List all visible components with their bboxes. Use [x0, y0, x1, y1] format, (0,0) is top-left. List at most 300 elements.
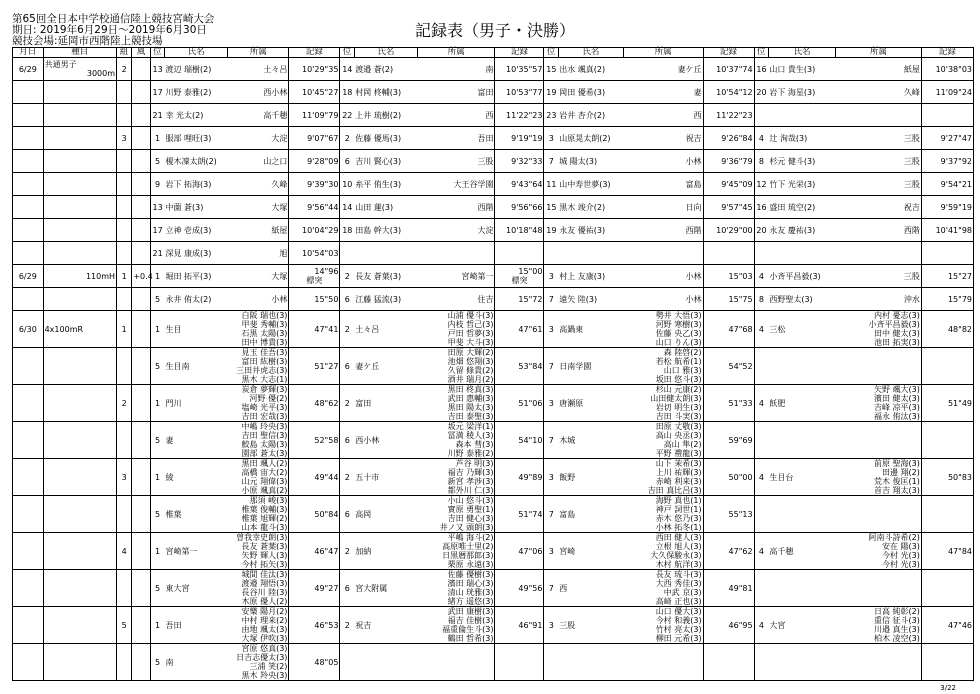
athlete-team: 宮崎第一 [417, 265, 495, 288]
wind-cell [132, 219, 150, 242]
relay-member: 日高 純彰(2) [873, 607, 920, 616]
athlete-name: 永友 慶祐(3) [768, 219, 835, 242]
record-time: 14"96 [314, 267, 339, 276]
results-table [12, 47, 974, 681]
date-cell [13, 607, 44, 644]
date-cell [13, 196, 44, 219]
record-cell [289, 58, 340, 81]
rank-cell: 3 [544, 265, 558, 288]
event-cell [43, 196, 116, 219]
record-cell [921, 265, 973, 288]
record-time: 10'38"03 [935, 64, 972, 74]
event-cell [43, 607, 116, 644]
relay-member: 勢井 大悟(3) [655, 311, 702, 320]
event-cell [43, 496, 116, 533]
relay-team: 三股 [558, 607, 623, 644]
date-cell [13, 533, 44, 570]
relay-members [836, 570, 922, 607]
athlete-team: 妻ケ丘 [624, 58, 704, 81]
relay-team [768, 422, 835, 459]
rank-cell: 15 [544, 196, 558, 219]
rank-cell: 10 [340, 173, 354, 196]
record-cell: 52"58 [289, 422, 340, 459]
column-header: 所属 [417, 48, 495, 58]
record-time: 11'09"79 [302, 110, 339, 120]
relay-member: 高原唯士里(2) [442, 542, 494, 551]
relay-member: 園部 蒼太(3) [241, 449, 288, 458]
relay-member: 福永 侑汰(3) [873, 412, 920, 421]
table-row [13, 173, 974, 196]
record-cell [495, 242, 544, 265]
record-time: 9'19"19 [511, 133, 543, 143]
relay-member: 岩切 明生(3) [655, 403, 702, 412]
relay-member: 小林 拓冬(1) [655, 523, 702, 532]
record-cell [495, 265, 544, 288]
rank-cell: 4 [754, 607, 768, 644]
rank-cell [544, 242, 558, 265]
relay-member: 森 陸啓(2) [663, 348, 702, 357]
relay-member: 曽我幸史朗(3) [236, 533, 288, 542]
heat-cell: 3 [117, 459, 132, 496]
record-cell [289, 150, 340, 173]
relay-member: 塩崎 光平(3) [241, 403, 288, 412]
relay-member: 若松 航希(1) [655, 357, 702, 366]
athlete-name: 村岡 柊輔(3) [354, 81, 417, 104]
relay-members [836, 348, 922, 385]
relay-member: 河野 寒樹(3) [655, 320, 702, 329]
record-cell [289, 127, 340, 150]
record-cell: 51"27 [289, 348, 340, 385]
table-row [13, 422, 974, 459]
event-cell [43, 127, 116, 150]
rank-cell: 1 [150, 385, 164, 422]
record-time: 15"00 [518, 267, 543, 276]
record-cell [495, 644, 544, 681]
wind-cell [132, 127, 150, 150]
record-cell [703, 644, 754, 681]
heat-cell [117, 81, 132, 104]
athlete-team: 久峰 [228, 173, 289, 196]
relay-member: 井ノ又 頭朗(3) [439, 523, 494, 532]
relay-member: 高山 隼(2) [663, 440, 702, 449]
record-time: 10'54"03 [302, 248, 339, 258]
rank-cell: 19 [544, 81, 558, 104]
record-cell [495, 150, 544, 173]
athlete-name: 榎木凜太朗(2) [164, 150, 227, 173]
relay-member: 長友 琉斗(3) [655, 570, 702, 579]
relay-members [228, 496, 289, 533]
rank-cell: 6 [340, 150, 354, 173]
relay-member: 武田 康樹(3) [447, 607, 494, 616]
relay-member: 柳田 元希(3) [655, 634, 702, 643]
relay-members [228, 459, 289, 496]
rank-cell: 7 [544, 288, 558, 311]
date-cell [13, 496, 44, 533]
record-cell [921, 150, 973, 173]
rank-cell: 16 [754, 196, 768, 219]
wind-cell [132, 196, 150, 219]
wind-cell [132, 607, 150, 644]
record-cell: 48"62 [289, 385, 340, 422]
wind-cell [132, 150, 150, 173]
rank-cell [340, 242, 354, 265]
event-cell [43, 219, 116, 242]
rank-cell: 4 [754, 459, 768, 496]
athlete-team: 西 [417, 104, 495, 127]
athlete-name: 山田 蓮(3) [354, 196, 417, 219]
column-header: 記録 [495, 48, 544, 58]
relay-member: 安樂 陽月(2) [241, 607, 288, 616]
relay-member: 山田健太朗(3) [650, 394, 702, 403]
relay-member: 吉田 聖信(3) [241, 431, 288, 440]
column-header: 所属 [624, 48, 704, 58]
relay-team: 西小林 [354, 422, 417, 459]
rank-cell: 22 [340, 104, 354, 127]
rank-cell: 14 [340, 58, 354, 81]
table-row [13, 644, 974, 681]
record-cell: 55"13 [703, 496, 754, 533]
record-cell: 46"91 [495, 607, 544, 644]
date-cell: 6/29 [13, 58, 44, 81]
rank-cell: 18 [340, 219, 354, 242]
record-cell [289, 265, 340, 288]
relay-team [768, 644, 835, 681]
relay-team: 祝吉 [354, 607, 417, 644]
athlete-name: 小斉平昌毅(3) [768, 265, 835, 288]
relay-members [624, 459, 704, 496]
column-header: 氏名 [354, 48, 417, 58]
rank-cell: 9 [150, 173, 164, 196]
column-header: 組 [117, 48, 132, 58]
relay-member: 小原 颯真(2) [241, 486, 288, 495]
athlete-name: 田島 幹大(3) [354, 219, 417, 242]
relay-member: 日吉志優太(3) [236, 653, 288, 662]
athlete-team: 吾田 [417, 127, 495, 150]
relay-member: 炭倉 夢輝(3) [241, 385, 288, 394]
page-title: 記録表（男子・決勝） [415, 21, 576, 40]
relay-team: 唐瀬原 [558, 385, 623, 422]
relay-member: 大西 秀佳(3) [655, 579, 702, 588]
record-cell: 49"27 [289, 570, 340, 607]
event-cell [43, 533, 116, 570]
relay-members [417, 385, 495, 422]
athlete-team: 小林 [624, 150, 704, 173]
rank-cell [754, 570, 768, 607]
column-header: 種目 [43, 48, 116, 58]
athlete-team: 久峰 [836, 81, 922, 104]
event-cell [43, 81, 116, 104]
record-cell [703, 81, 754, 104]
relay-member: 海野 真也(1) [655, 496, 702, 505]
rank-cell: 5 [150, 150, 164, 173]
record-cell: 54"52 [703, 348, 754, 385]
heat-cell [117, 104, 132, 127]
relay-member: 長友 蒼葉(3) [241, 542, 288, 551]
athlete-team: 小林 [624, 288, 704, 311]
rank-cell: 16 [754, 58, 768, 81]
record-cell: 49"56 [495, 570, 544, 607]
rank-cell [754, 348, 768, 385]
date-cell [13, 104, 44, 127]
athlete-name: 西野聖太(3) [768, 288, 835, 311]
record-time: 11'22"23 [716, 110, 753, 120]
relay-member: 上川 祐輝(3) [655, 468, 702, 477]
column-header: 位 [150, 48, 164, 58]
athlete-name: 堀田 拓平(3) [164, 265, 227, 288]
record-cell [921, 644, 973, 681]
athlete-team: 西階 [836, 219, 922, 242]
athlete-name: 辻 洵哉(3) [768, 127, 835, 150]
athlete-name: 長友 蒼葉(3) [354, 265, 417, 288]
relay-member: 小斉平昌毅(3) [868, 320, 920, 329]
athlete-name: 永井 侑太(2) [164, 288, 227, 311]
rank-cell: 5 [150, 288, 164, 311]
athlete-team: 西小林 [228, 81, 289, 104]
column-header: 位 [340, 48, 354, 58]
relay-member: 三浦 笑(2) [249, 662, 288, 671]
heat-cell [117, 242, 132, 265]
relay-member: 石黒 太陽(3) [241, 329, 288, 338]
date-cell [13, 127, 44, 150]
record-time: 9'28"09 [307, 156, 339, 166]
wind-cell [132, 242, 150, 265]
rank-cell: 1 [150, 533, 164, 570]
athlete-team: 三股 [836, 150, 922, 173]
record-cell: 51"06 [495, 385, 544, 422]
heat-cell: 4 [117, 533, 132, 570]
athlete-team [836, 242, 922, 265]
relay-member: 久留 條貴(2) [447, 366, 494, 375]
relay-members [836, 496, 922, 533]
table-row [13, 570, 974, 607]
relay-member: 栗原 永遠(3) [447, 560, 494, 569]
table-row [13, 127, 974, 150]
record-time: 11'22"23 [506, 110, 543, 120]
column-header: 氏名 [768, 48, 835, 58]
relay-member: 小山 悠斗(3) [447, 496, 494, 505]
relay-members [417, 533, 495, 570]
record-time: 15"27 [947, 271, 972, 281]
rank-cell: 1 [150, 311, 164, 348]
rank-cell: 2 [340, 127, 354, 150]
table-row [13, 607, 974, 644]
rank-cell: 4 [754, 127, 768, 150]
relay-member: 由地 颯太(3) [241, 625, 288, 634]
record-cell [289, 242, 340, 265]
record-time: 10'35"57 [506, 64, 543, 74]
relay-member: 重信 征斗(3) [873, 616, 920, 625]
relay-member: 濱田 健太(3) [873, 394, 920, 403]
rank-cell: 2 [340, 459, 354, 496]
wind-cell [132, 533, 150, 570]
relay-member: 赤木 悠乃(3) [655, 514, 702, 523]
column-header: 記録 [921, 48, 973, 58]
relay-member: 木原 優人(2) [241, 597, 288, 606]
relay-team [768, 570, 835, 607]
relay-team [768, 496, 835, 533]
wind-cell [132, 496, 150, 533]
relay-members [836, 422, 922, 459]
relay-team: 飫肥 [768, 385, 835, 422]
record-cell: 50"83 [921, 459, 973, 496]
athlete-name: 山原晃太朗(2) [558, 127, 623, 150]
record-cell: 46"47 [289, 533, 340, 570]
relay-member: 冨満 稜人(3) [447, 431, 494, 440]
relay-members [836, 607, 922, 644]
rank-cell: 3 [544, 311, 558, 348]
table-row [13, 496, 974, 533]
relay-member: 都外川 仁(3) [447, 486, 494, 495]
record-time: 9'56"66 [511, 202, 543, 212]
athlete-team: 西階 [417, 196, 495, 219]
relay-member: 赤崎 利来(3) [655, 477, 702, 486]
record-cell [495, 58, 544, 81]
relay-member: 池田 拓実(3) [873, 338, 920, 347]
relay-member: 立根 旭人(3) [655, 542, 702, 551]
record-time: 11'09"24 [935, 87, 972, 97]
record-time: 9'36"79 [721, 156, 753, 166]
relay-member: 中嶋 玲央(3) [241, 422, 288, 431]
relay-member: 今村 光(3) [881, 560, 920, 569]
record-time: 10'29"00 [716, 225, 753, 235]
relay-team: 宮大附属 [354, 570, 417, 607]
relay-members [417, 496, 495, 533]
rank-cell [544, 644, 558, 681]
relay-member: 戸田 哲夢(3) [447, 329, 494, 338]
column-header: 所属 [228, 48, 289, 58]
relay-member: 阿南斗詩希(2) [868, 533, 920, 542]
record-time: 10'41"98 [935, 225, 972, 235]
relay-member: 見玉 佳吾(3) [241, 348, 288, 357]
heat-cell [117, 150, 132, 173]
heat-cell: 3 [117, 127, 132, 150]
date-cell [13, 570, 44, 607]
wind-cell [132, 311, 150, 348]
record-time: 9'37"92 [940, 156, 972, 166]
record-cell: 53"84 [495, 348, 544, 385]
relay-team [768, 348, 835, 385]
rank-cell: 1 [150, 265, 164, 288]
event-cell [43, 288, 116, 311]
relay-members [624, 496, 704, 533]
heat-cell [117, 570, 132, 607]
rank-cell: 2 [340, 311, 354, 348]
rank-cell: 21 [150, 242, 164, 265]
date-cell [13, 385, 44, 422]
record-cell [703, 265, 754, 288]
relay-member: 白阪 瑞也(3) [241, 311, 288, 320]
record-cell: 59"69 [703, 422, 754, 459]
athlete-name: 糸平 侑生(3) [354, 173, 417, 196]
athlete-team: 高千穂 [228, 104, 289, 127]
event-cell [43, 265, 116, 288]
athlete-team: 西 [624, 104, 704, 127]
heat-cell: 1 [117, 311, 132, 348]
relay-team: 生目南 [164, 348, 227, 385]
rank-cell: 1 [150, 127, 164, 150]
rank-cell: 6 [340, 348, 354, 385]
heat-cell [117, 173, 132, 196]
athlete-name: 城 陽太(3) [558, 150, 623, 173]
relay-member: 山下 茉希(3) [655, 459, 702, 468]
relay-members [624, 385, 704, 422]
relay-member: 椎葉 旭輝(2) [241, 514, 288, 523]
rank-cell: 2 [340, 533, 354, 570]
rank-cell: 5 [150, 496, 164, 533]
relay-member: 濱田 瑞心(3) [447, 579, 494, 588]
event-cell [43, 311, 116, 348]
table-row [13, 311, 974, 348]
relay-member: 渡邉 翔悟(3) [241, 579, 288, 588]
athlete-team: 大淀 [417, 219, 495, 242]
wind-cell [132, 570, 150, 607]
record-cell: 47"84 [921, 533, 973, 570]
relay-member: 田中 健太(3) [873, 329, 920, 338]
rank-cell: 20 [754, 81, 768, 104]
rank-cell: 1 [150, 459, 164, 496]
relay-members [624, 348, 704, 385]
rank-cell: 13 [150, 196, 164, 219]
relay-member: 今村 和義(3) [655, 616, 702, 625]
date-cell [13, 242, 44, 265]
athlete-team: 大塚 [228, 196, 289, 219]
relay-member: 森本 彗(3) [455, 440, 494, 449]
relay-members [836, 459, 922, 496]
record-time: 9'54"21 [940, 179, 972, 189]
relay-members [624, 607, 704, 644]
relay-member: 吉田 宏哉(3) [241, 412, 288, 421]
wind-cell [132, 58, 150, 81]
event-cell [43, 422, 116, 459]
rank-cell: 3 [544, 533, 558, 570]
record-time: 15"75 [728, 294, 753, 304]
relay-team: 東大宮 [164, 570, 227, 607]
heat-cell: 1 [117, 265, 132, 288]
event-cell [43, 173, 116, 196]
athlete-name: 盛田 琉空(2) [768, 196, 835, 219]
relay-members [228, 533, 289, 570]
athlete-team [836, 104, 922, 127]
date-cell: 6/29 [13, 265, 44, 288]
meet-venue: 競技会場:延岡市西階陸上競技場 [12, 35, 163, 47]
relay-member: 田邊 翔(2) [881, 468, 920, 477]
record-time: 10'04"29 [302, 225, 339, 235]
relay-member: 中村 理来(2) [241, 616, 288, 625]
wind-cell [132, 288, 150, 311]
relay-team: 高鍋東 [558, 311, 623, 348]
record-cell [495, 196, 544, 219]
relay-member: 杉山 元康(2) [655, 385, 702, 394]
athlete-team: 住吉 [417, 288, 495, 311]
table-row [13, 533, 974, 570]
record-cell [921, 422, 973, 459]
record-cell [703, 196, 754, 219]
athlete-team: 日向 [624, 196, 704, 219]
column-header: 氏名 [164, 48, 227, 58]
relay-members [228, 385, 289, 422]
rank-cell: 19 [544, 219, 558, 242]
relay-member: 内枝 哲己(3) [447, 320, 494, 329]
rank-cell: 1 [150, 607, 164, 644]
record-cell: 46"95 [703, 607, 754, 644]
column-header: 風 [132, 48, 150, 58]
relay-members [228, 348, 289, 385]
rank-cell: 5 [150, 570, 164, 607]
record-time: 15"72 [518, 294, 543, 304]
record-time: 9'32"33 [511, 156, 543, 166]
relay-member: 今村 拓矢(3) [241, 560, 288, 569]
record-cell [495, 127, 544, 150]
